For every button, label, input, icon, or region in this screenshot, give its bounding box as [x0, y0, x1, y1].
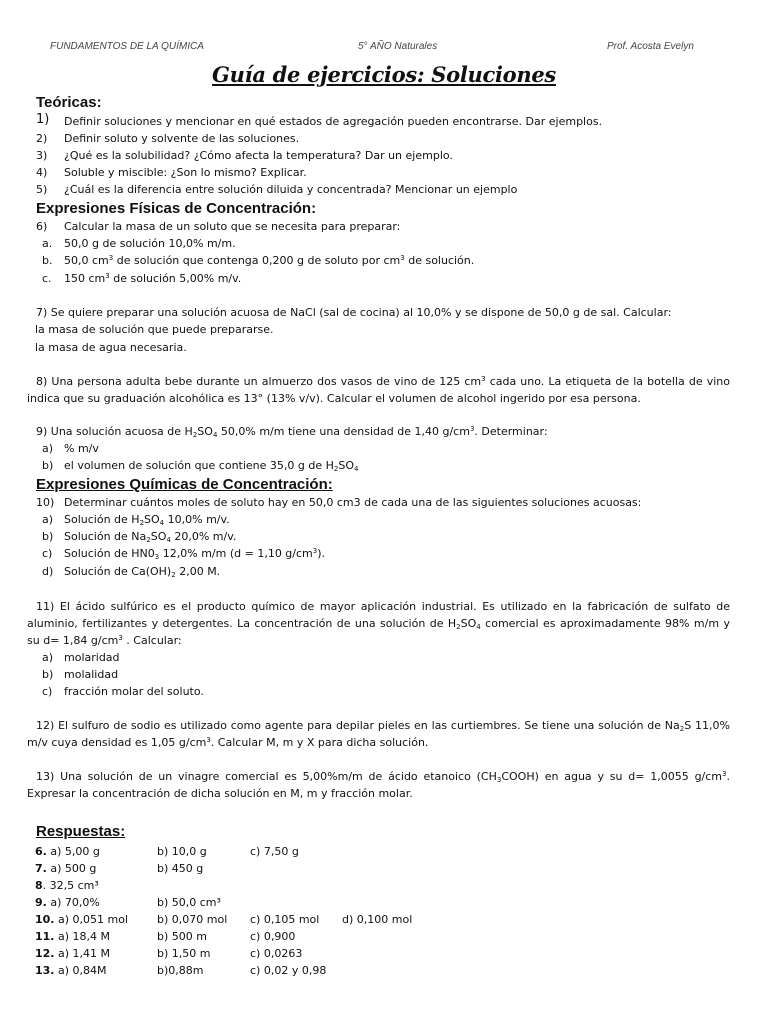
text-run: 9) Una solución acuosa de H [36, 425, 193, 438]
item-text [64, 254, 474, 268]
item-text: Calcular la masa de un soluto que se necesita para preparar: [64, 220, 401, 233]
answer-cell: . 32,5 cm³ [42, 879, 99, 892]
item-number: 1) [36, 112, 50, 127]
item-letter: b) [42, 530, 54, 543]
subscript: 2 [679, 725, 685, 733]
answer-cell: c) 0,02 y 0,98 [250, 964, 327, 977]
answer-number: 9. [35, 896, 47, 909]
text-run: Solución de Ca(OH) [64, 565, 172, 578]
text-run: 11) El ácido sulfúrico es el producto químico de mayor aplicación industrial. Es utilizado en la fabricación de sulfato de aluminio, fertilizantes y detergentes. La concentración de una solución de H [27, 600, 730, 630]
superscript: 3 [206, 736, 211, 744]
answer-row [35, 845, 100, 858]
subscript: 3 [496, 776, 502, 784]
answer-number: 7. [35, 862, 47, 875]
item-text: 50,0 g de solución 10,0% m/m. [64, 237, 236, 250]
item-number: 10) [36, 496, 55, 509]
text-run: Solución de Na [64, 530, 147, 543]
item-letter: d) [42, 565, 54, 578]
item-number: 6) [36, 220, 48, 233]
text-run: de solución que contenga 0,200 g de soluto por cm [113, 254, 401, 267]
subscript: 4 [159, 519, 165, 527]
header-course: FUNDAMENTOS DE LA QUÍMICA [50, 41, 204, 52]
question-7-line-1: la masa de solución que puede prepararse. [35, 323, 274, 336]
text-run: 50,0% m/m tiene una densidad de 1,40 g/cm [217, 425, 470, 438]
section-quimicas-heading: Expresiones Químicas de Concentración: [36, 476, 333, 493]
subscript: 3 [154, 553, 160, 561]
item-letter: c) [42, 547, 53, 560]
subscript: 4 [354, 465, 359, 473]
text-run: SO [197, 425, 213, 438]
item-text: Soluble y miscible: ¿Son lo mismo? Explicar. [64, 166, 307, 179]
text-run: 150 cm [64, 272, 106, 285]
text-run: SO [144, 513, 160, 526]
item-letter: a. [42, 237, 53, 250]
item-text: molalidad [64, 668, 119, 681]
section-fisicas-heading: Expresiones Físicas de Concentración: [36, 200, 317, 217]
answer-row [35, 947, 110, 960]
answer-cell: b) 10,0 g [157, 845, 207, 858]
item-letter: c) [42, 685, 53, 698]
question-12 [27, 717, 730, 751]
item-text: Determinar cuántos moles de soluto hay en 50,0 cm3 de cada una de las siguientes soluciones acuosas: [64, 496, 642, 509]
item-text: ¿Cuál es la diferencia entre solución diluida y concentrada? Mencionar un ejemplo [64, 183, 518, 196]
section-respuestas-heading: Respuestas: [36, 823, 126, 840]
answer-cell: c) 7,50 g [250, 845, 299, 858]
item-text [64, 565, 220, 579]
answer-cell: c) 0,900 [250, 930, 296, 943]
item-letter: a) [42, 513, 54, 526]
page-title: Guía de ejercicios: Soluciones [212, 62, 556, 87]
answer-row [35, 913, 128, 926]
text-run: 20,0% m/v. [170, 530, 237, 543]
answer-cell: b) 1,50 m [157, 947, 211, 960]
item-text: Definir soluto y solvente de las soluciones. [64, 132, 300, 145]
item-text [64, 513, 230, 527]
text-run: Solución de HN0 [64, 547, 155, 560]
superscript: 3 [481, 375, 486, 383]
item-text [64, 459, 358, 473]
text-run: 8) Una persona adulta bebe durante un almuerzo dos vasos de vino de 125 cm [36, 375, 482, 388]
answer-cell: a) 18,4 M [54, 930, 111, 943]
answer-cell: b) 50,0 cm³ [157, 896, 221, 909]
header-grade: 5° AÑO Naturales [358, 41, 438, 52]
item-letter: c. [42, 272, 52, 285]
question-9 [36, 425, 548, 439]
answer-cell: a) 1,41 M [54, 947, 111, 960]
superscript: 3 [312, 547, 318, 555]
item-text: molaridad [64, 651, 120, 664]
answer-row [35, 879, 99, 892]
superscript: 3 [469, 425, 475, 433]
text-run: SO [338, 459, 355, 472]
answer-cell: d) 0,100 mol [342, 913, 413, 926]
text-run: comercial es aproximadamente 98% m/m y su d= 1,84 g/cm [27, 617, 730, 647]
text-run: de solución. [404, 254, 475, 267]
item-number: 4) [36, 166, 48, 179]
question-7: 7) Se quiere preparar una solución acuosa de NaCl (sal de cocina) al 10,0% y se dispone de 50,0 g de sal. Calcular: [36, 306, 672, 319]
item-letter: a) [42, 442, 54, 455]
item-text [64, 272, 241, 286]
subscript: 2 [192, 431, 198, 439]
section-teoricas-heading: Teóricas: [36, 94, 102, 111]
answer-cell: b) 500 m [157, 930, 207, 943]
answer-cell: a) 0,84M [54, 964, 107, 977]
item-text [64, 547, 325, 561]
text-run: COOH) en agua y su d= 1,0055 g/cm [501, 770, 723, 783]
text-run: 10,0% m/v. [164, 513, 230, 526]
item-text: fracción molar del soluto. [64, 685, 204, 698]
text-run: . Calcular: [122, 634, 182, 647]
answer-number: 10. [35, 913, 55, 926]
superscript: 3 [105, 272, 110, 280]
answer-row [35, 896, 100, 909]
answer-cell: c) 0,105 mol [250, 913, 320, 926]
answer-number: 6. [35, 845, 47, 858]
item-letter: b) [42, 668, 54, 681]
subscript: 4 [212, 431, 218, 439]
subscript: 2 [456, 623, 461, 631]
text-run: cada uno. La etiqueta de la botella de vino indica que su graduación alcohólica es 13° (13% v/v). Calcular el volumen de alcohol ingerido por esa persona. [27, 375, 730, 405]
question-13 [27, 768, 730, 802]
answer-number: 12. [35, 947, 55, 960]
text-run: . Determinar: [474, 425, 548, 438]
text-run: de solución 5,00% m/v. [109, 272, 242, 285]
answer-row [35, 930, 110, 943]
item-number: 2) [36, 132, 48, 145]
subscript: 2 [333, 465, 339, 473]
item-letter: a) [42, 651, 54, 664]
item-letter: b. [42, 254, 53, 267]
answer-cell: b) 450 g [157, 862, 204, 875]
answer-cell: a) 70,0% [46, 896, 100, 909]
subscript: 4 [166, 536, 171, 544]
text-run: 12,0% m/m (d = 1,10 g/cm [159, 547, 313, 560]
answer-cell: a) 0,051 mol [54, 913, 129, 926]
answer-cell: c) 0,0263 [250, 947, 303, 960]
header-teacher: Prof. Acosta Evelyn [607, 41, 694, 52]
text-run: el volumen de solución que contiene 35,0 g de H [64, 459, 334, 472]
question-7-line-2: la masa de agua necesaria. [35, 341, 187, 354]
text-run: 2,00 M. [175, 565, 221, 578]
answer-row [35, 964, 107, 977]
text-run: SO [150, 530, 167, 543]
answer-number: 13. [35, 964, 55, 977]
item-text: Definir soluciones y mencionar en qué estados de agregación pueden encontrarse. Dar ejemplos. [64, 115, 603, 128]
item-text: ¿Qué es la solubilidad? ¿Cómo afecta la temperatura? Dar un ejemplo. [64, 149, 453, 162]
superscript: 3 [400, 254, 405, 262]
superscript: 3 [722, 770, 727, 778]
text-run: S 11,0% m/v cuya densidad es 1,05 g/cm [27, 719, 730, 749]
superscript: 3 [118, 634, 123, 642]
answer-row [35, 862, 96, 875]
answer-cell: a) 500 g [46, 862, 97, 875]
text-run: 13) Una solución de un vinagre comercial es 5,00%m/m de ácido etanoico (CH [36, 770, 497, 783]
text-run: Solución de H [64, 513, 140, 526]
answer-cell: b)0,88m [157, 964, 204, 977]
answer-number: 8 [35, 879, 43, 892]
question-11 [27, 598, 730, 649]
text-run: 50,0 cm [64, 254, 109, 267]
text-run: 12) El sulfuro de sodio es utilizado como agente para depilar pieles en las curtiembres. Se tiene una solución de Na [36, 719, 680, 732]
text-run: ). [317, 547, 326, 560]
question-8 [27, 373, 730, 407]
item-text [64, 530, 236, 544]
text-run: SO [460, 617, 477, 630]
answer-cell: b) 0,070 mol [157, 913, 228, 926]
item-number: 5) [36, 183, 48, 196]
subscript: 4 [476, 623, 481, 631]
text-run: . Calcular M, m y X para dicha solución. [210, 736, 429, 749]
superscript: 3 [108, 254, 114, 262]
item-text: % m/v [64, 442, 99, 455]
item-letter: b) [42, 459, 54, 472]
item-number: 3) [36, 149, 48, 162]
subscript: 2 [139, 519, 145, 527]
subscript: 2 [146, 536, 151, 544]
text-run: . Expresar la concentración de dicha solución en M, m y fracción molar. [27, 770, 730, 800]
subscript: 2 [171, 571, 176, 579]
answer-number: 11. [35, 930, 55, 943]
answer-cell: a) 5,00 g [46, 845, 100, 858]
